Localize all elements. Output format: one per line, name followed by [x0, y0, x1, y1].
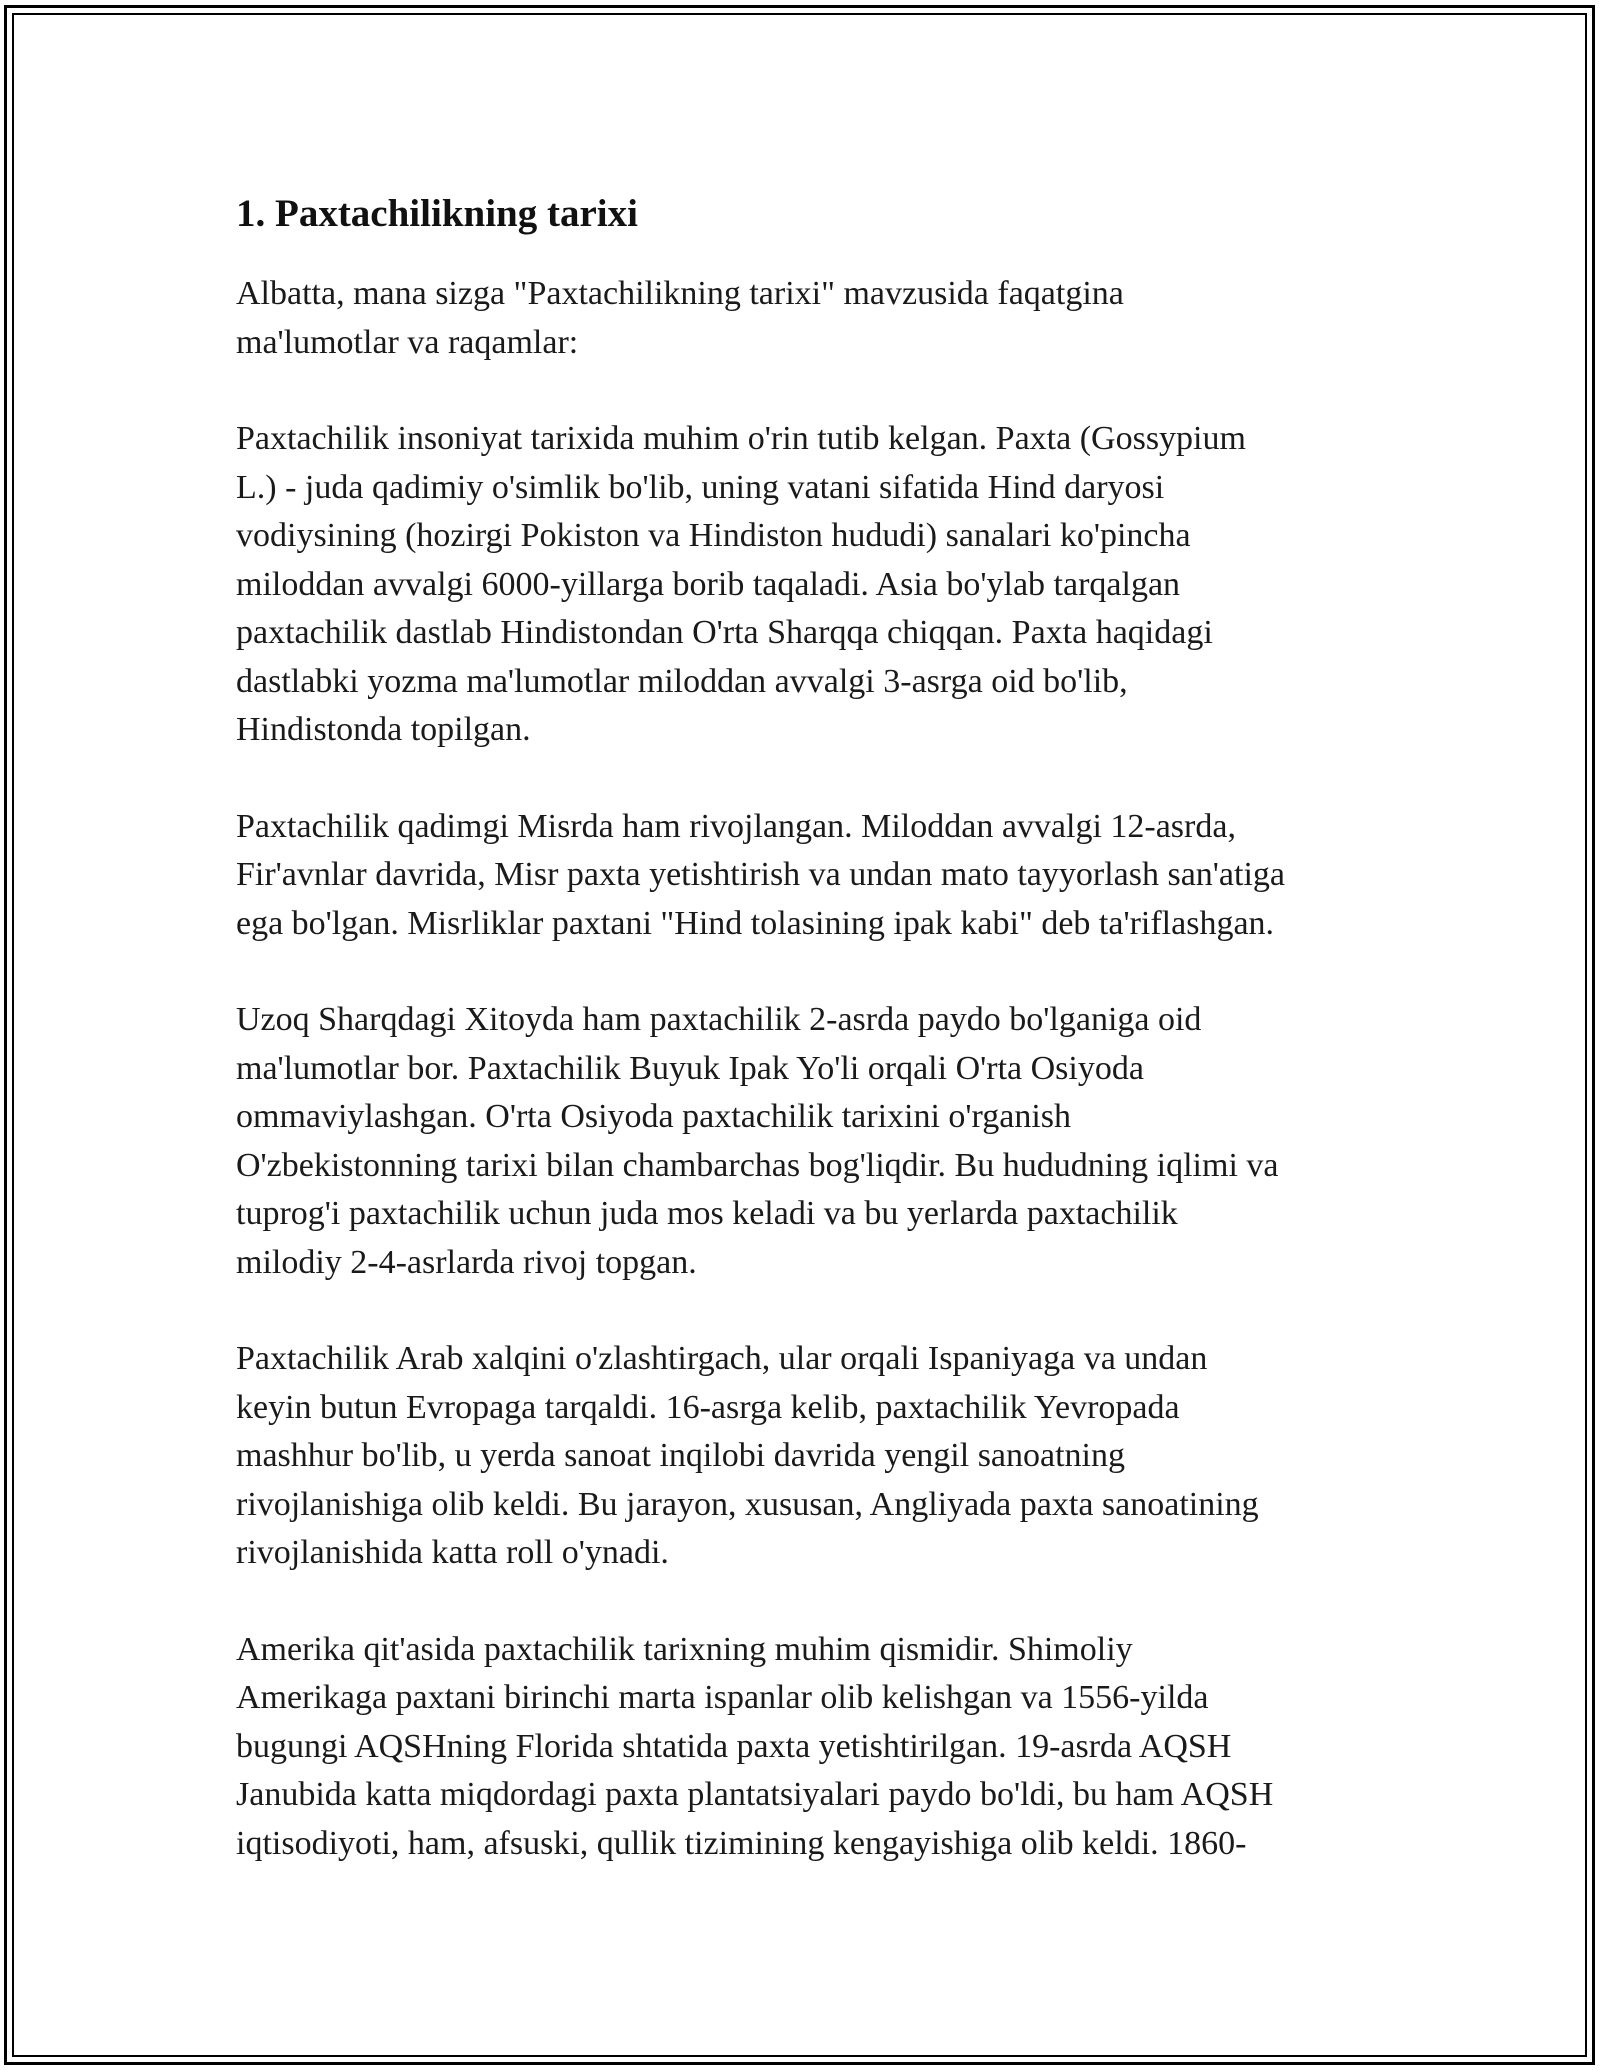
paragraph-europe: Paxtachilik Arab xalqini o'zlashtirgach, ular orqali Ispaniyaga va undan keyin butun Evropaga tarqaldi. 16-asrga kelib, paxtachilik Yevropada mashhur bo'lib, u yerda sanoat inqilobi davrida yengil sanoatning rivojlanishiga olib keldi. Bu jarayon, xususan, Angliyada paxta sanoatining rivojlanishida katta roll o'ynadi.	[236, 1340, 1259, 1571]
document-body	[236, 186, 1386, 1916]
paragraph-china-central-asia: Uzoq Sharqdagi Xitoyda ham paxtachilik 2-asrda paydo bo'lganiga oid ma'lumotlar bor. Paxtachilik Buyuk Ipak Yo'li orqali O'rta Osiyoda ommaviylashgan. O'rta Osiyoda paxtachilik tarixini o'rganish O'zbekistonning tarixi bilan chambarchas bog'liqdir. Bu hududning iqlimi va tuprog'i paxtachilik uchun juda mos keladi va bu yerlarda paxtachilik milodiy 2-4-asrlarda rivoj topgan.	[236, 1001, 1279, 1281]
paragraph-origins: Paxtachilik insoniyat tarixida muhim o'rin tutib kelgan. Paxta (Gossypium L.) - juda qadimiy o'simlik bo'lib, uning vatani sifatida Hind daryosi vodiysining (hozirgi Pokiston va Hindiston hududi) sanalari ko'pincha miloddan avvalgi 6000-yillarga borib taqaladi. Asia bo'ylab tarqalgan paxtachilik dastlab Hindistondan O'rta Sharqqa chiqqan. Paxta haqidagi dastlabki yozma ma'lumotlar miloddan avvalgi 3-asrga oid bo'lib, Hindistonda topilgan.	[236, 420, 1246, 748]
section-heading: 1. Paxtachilikning tarixi	[236, 192, 638, 235]
paragraph-egypt: Paxtachilik qadimgi Misrda ham rivojlangan. Miloddan avvalgi 12-asrda, Fir'avnlar davrida, Misr paxta yetishtirish va undan mato tayyorlash san'atiga ega bo'lgan. Misrliklar paxtani "Hind tolasining ipak kabi" deb ta'riflashgan.	[236, 807, 1285, 942]
paragraph-intro: Albatta, mana sizga "Paxtachilikning tarixi" mavzusida faqatgina ma'lumotlar va raqamlar:	[236, 275, 1124, 361]
paragraph-america: Amerika qit'asida paxtachilik tarixning muhim qismidir. Shimoliy Amerikaga paxtani birinchi marta ispanlar olib kelishgan va 1556-yilda bugungi AQSHning Florida shtatida paxta yetishtirilgan. 19-asrda AQSH Janubida katta miqdordagi paxta plantatsiyalari paydo bo'ldi, bu ham AQSH iqtisodiyoti, ham, afsuski, qullik tizimining kengayishiga olib keldi. 1860-	[236, 1630, 1274, 1862]
